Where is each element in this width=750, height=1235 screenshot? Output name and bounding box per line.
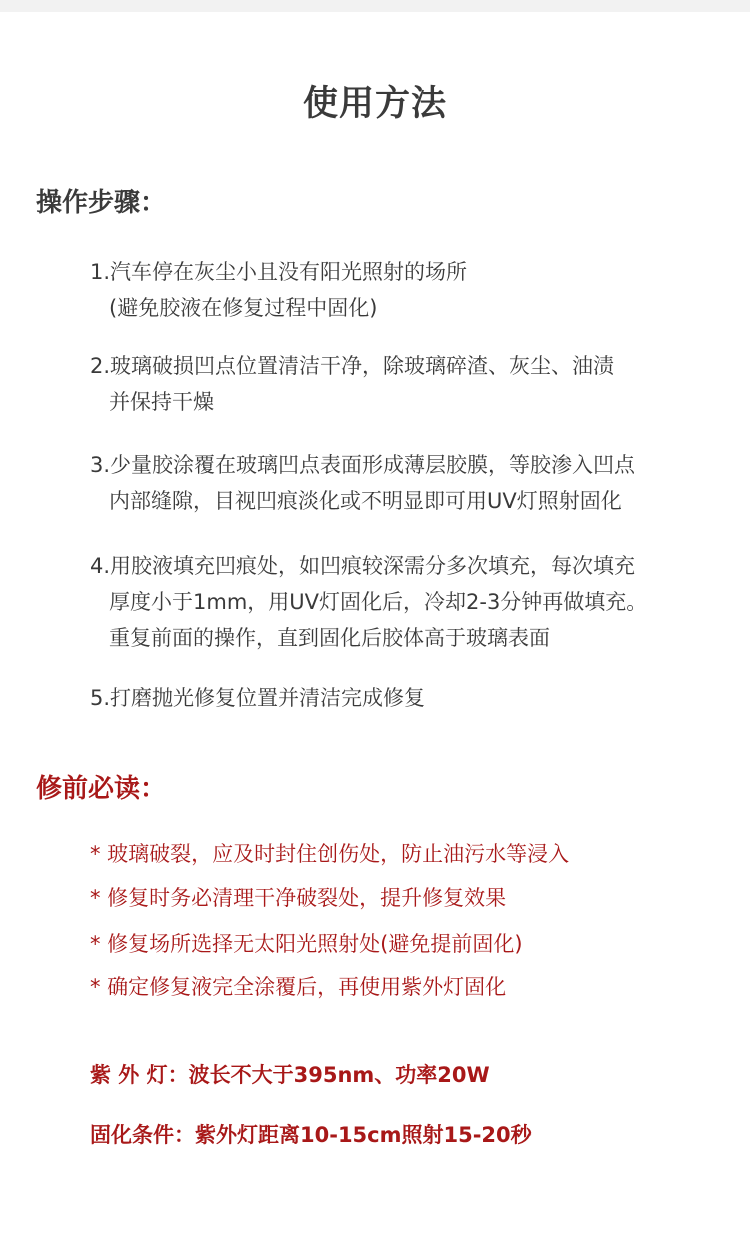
notice-heading: 修前必读： (36, 774, 167, 804)
step-5 (90, 680, 425, 716)
steps-heading: 操作步骤： (36, 188, 167, 218)
step-2 (90, 348, 614, 420)
curing-condition-spec: 固化条件：紫外灯距离10-15cm照射15-20秒 (90, 1123, 532, 1147)
step-1 (90, 254, 467, 326)
step-4-line-3: 重复前面的操作，直到固化后胶体高于玻璃表面 (109, 626, 550, 650)
step-4-line-2: 厚度小于1mm，用UV灯固化后，冷却2-3分钟再做填充。 (109, 590, 648, 614)
step-3-line-1: 3.少量胶涂覆在玻璃凹点表面形成薄层胶膜，等胶渗入凹点 (90, 453, 636, 477)
step-4-line-1: 4.用胶液填充凹痕处，如凹痕较深需分多次填充，每次填充 (90, 554, 636, 578)
step-5-line-1: 5.打磨抛光修复位置并清洁完成修复 (90, 686, 426, 710)
notice-item-1: * 玻璃破裂，应及时封住创伤处，防止油污水等浸入 (90, 842, 570, 866)
step-2-line-1: 2.玻璃破损凹点位置清洁干净，除玻璃碎渣、灰尘、油渍 (90, 354, 615, 378)
step-1-line-2: (避免胶液在修复过程中固化) (109, 296, 378, 320)
top-divider-strip (0, 0, 750, 12)
step-2-line-2: 并保持干燥 (109, 390, 214, 414)
notice-item-2: * 修复时务必清理干净破裂处，提升修复效果 (90, 886, 507, 910)
step-3-line-2: 内部缝隙，目视凹痕淡化或不明显即可用UV灯照射固化 (109, 489, 622, 513)
step-4 (90, 548, 647, 656)
step-3 (90, 447, 635, 519)
notice-item-4: * 确定修复液完全涂覆后，再使用紫外灯固化 (90, 975, 507, 999)
step-1-line-1: 1.汽车停在灰尘小且没有阳光照射的场所 (90, 260, 468, 284)
uv-lamp-spec: 紫 外 灯：波长不大于395nm、功率20W (90, 1063, 490, 1087)
page-title: 使用方法 (302, 84, 447, 124)
notice-item-3: * 修复场所选择无太阳光照射处(避免提前固化) (90, 932, 523, 956)
